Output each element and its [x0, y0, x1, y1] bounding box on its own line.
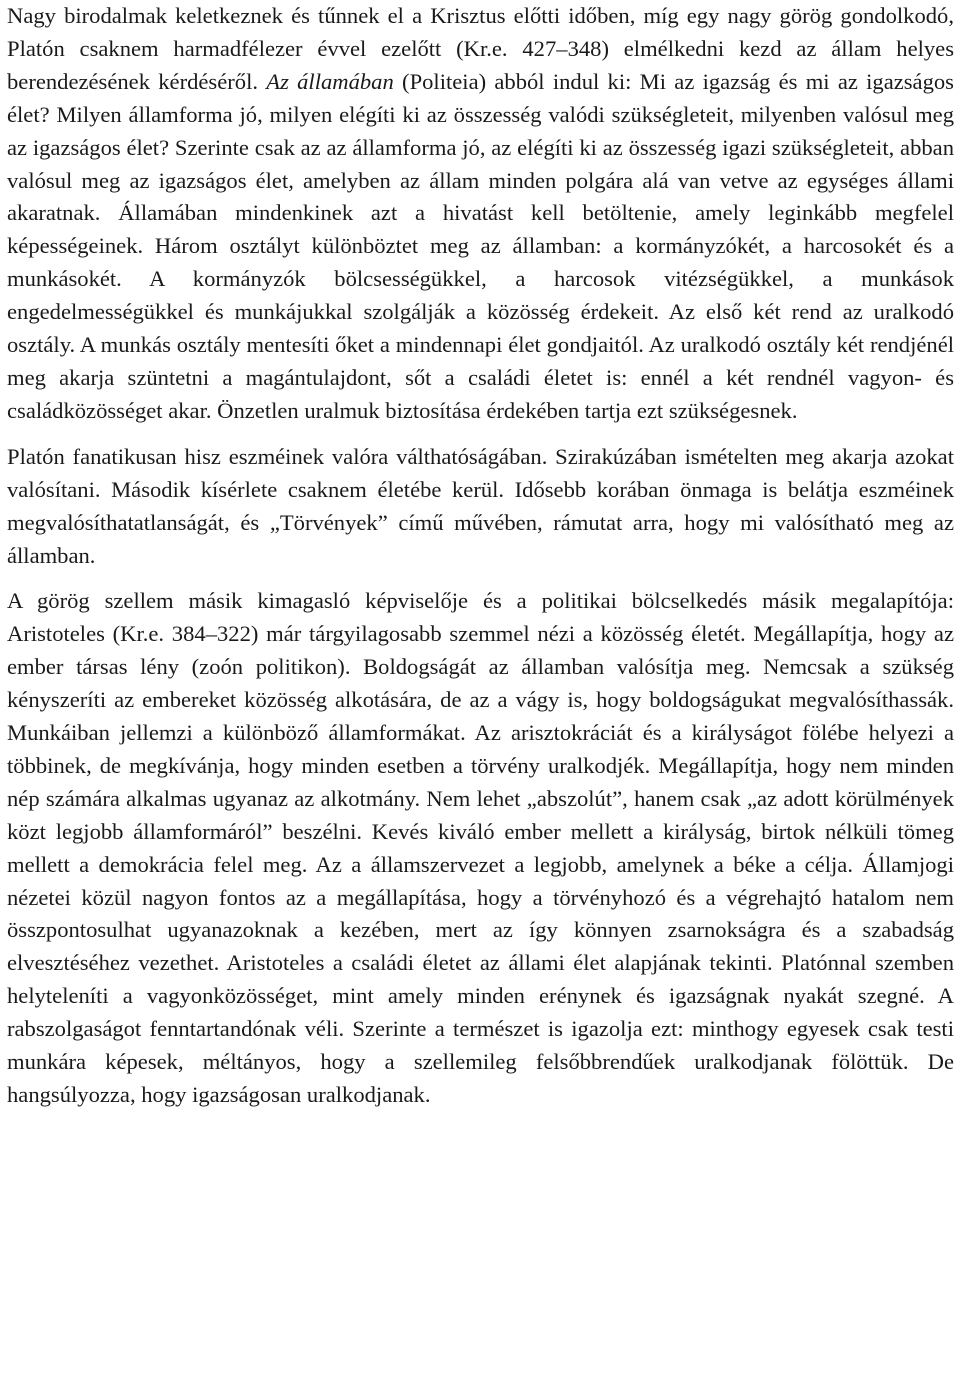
paragraph-text: (Politeia) abból indul ki: Mi az igazság és mi az igazságos élet? Milyen államforma jó, milyen elégíti ki az összesség valódi szükségleteit, milyenben valósul meg az igazságos élet? Szerinte csak az az államforma jó, az elégíti ki az összesség igazi szükségleteit, abban valósul meg az igazságos élet, amelyben az állam minden polgára alá van vetve az egységes állami akaratnak. Államában mindenkinek azt a hivatást kell betöltenie, amely leginkább megfelel képességeinek. Három osztályt különböztet meg az államban: a kormányzókét, a harcosokét és a munkásokét. A kormányzók bölcsességükkel, a harcosok vitézségükkel, a munkások engedelmességükkel és munkájukkal szolgálják a közösség érdekeit. Az első két rend az uralkodó osztály. A munkás osztály mentesíti őket a mindennapi élet gondjaitól. Az uralkodó osztály két rendjénél meg akarja szüntetni a magántulajdont, sőt a családi életet is: ennél a két rendnél vagyon- és családközösséget akar. Önzetlen uralmuk biztosítása érdekében tartja ezt szükségesnek.: [7, 68, 954, 423]
paragraph-aristotle: A görög szellem másik kimagasló képviselője és a politikai bölcselkedés másik megalapítója: Aristoteles (Kr.e. 384–322) már tárgyilagosabb szemmel nézi a közösség életét. Megállapítja, hogy az ember társas lény (zoón politikon). Boldogságát az államban valósítja meg. Nemcsak a szükség kényszeríti az embereket közösség alkotására, de az a vágy is, hogy boldogságukat megvalósíthassák. Munkáiban jellemzi a különböző államformákat. Az arisztokráciát és a királyságot fölébe helyezi a többinek, de megkívánja, hogy minden esetben a törvény uralkodjék. Megállapítja, hogy nem minden nép számára alkalmas ugyanaz az alkotmány. Nem lehet „abszolút”, hanem csak „az adott körülmények közt legjobb államformáról” beszélni. Kevés kiváló ember mellett a királyság, birtok nélküli tömeg mellett a demokrácia felel meg. Az a államszervezet a legjobb, amelynek a béke a célja. Államjogi nézetei közül nagyon fontos az a megállapítása, hogy a törvényhozó és a végrehajtó hatalom nem összpontosulhat ugyanazoknak a kezében, mert az így könnyen zsarnokságra és a szabadság elvesztéséhez vezethet. Aristoteles a családi életet az állami élet alapjának tekinti. Platónnal szemben helyteleníti a vagyonközösséget, mint amely minden erénynek és igazságnak nyakát szegné. A rabszolgaságot fenntartandónak véli. Szerinte a természet is igazolja ezt: minthogy egyesek csak testi munkára képesek, méltányos, hogy a szellemileg felsőbbrendűek uralkodjanak fölöttük. De hangsúlyozza, hogy igazságosan uralkodjanak.: [7, 588, 954, 1107]
paragraph-gap: [7, 428, 954, 441]
paragraph-plato-ideals: Platón fanatikusan hisz eszméinek valóra válthatóságában. Szirakúzában ismételten meg akarja azokat valósítani. Második kísérlete csaknem életébe kerül. Idősebb korában önmaga is belátja eszméinek megvalósíthatatlanságát, és „Törvények” című művében, rámutat arra, hogy mi valósítható meg az államban.: [7, 443, 954, 568]
paragraph-text: Nagy birodalmak keletkeznek és tűnnek el a Krisztus előtti időben, míg egy nagy görög gondolkodó, Platón csaknem harmadfélezer évvel ezelőtt (Kr.e. 427–348) elmélkedni kezd az állam helyes berendezésének kérdéséről.: [7, 3, 954, 94]
paragraph-gap: [7, 572, 954, 585]
work-title-politeia: Az államában: [266, 68, 394, 94]
paragraph-plato-state: [7, 0, 954, 428]
